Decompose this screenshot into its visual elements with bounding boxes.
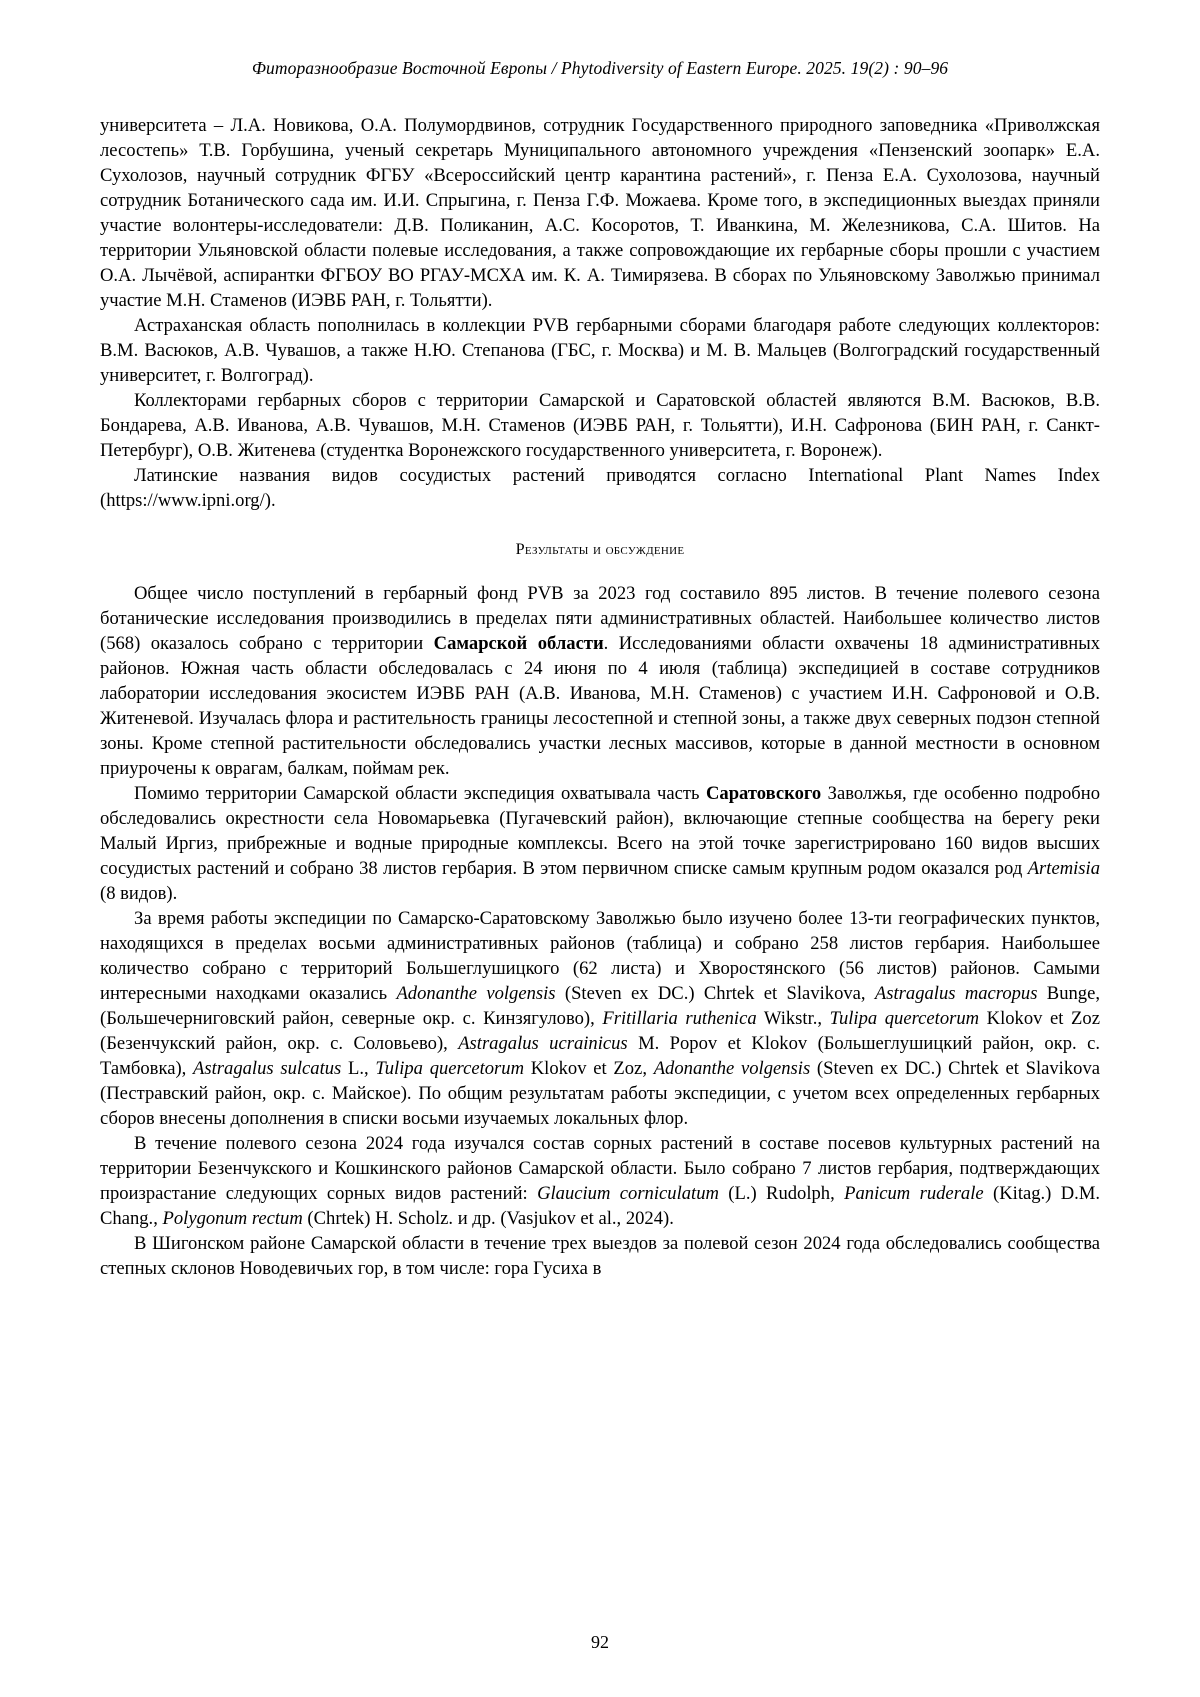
species-fritillaria-ruthenica: Fritillaria ruthenica — [602, 1008, 757, 1029]
paragraph-8-part-a: В течение полевого сезона 2024 года изучался состав сорных растений в составе посевов культурных растений на территории Безенчукского и Кошкинского районов Самарской области. Было собрано 7 листов гербария, подтверждающих произрастание следующих сорных видов растений: — [100, 1133, 1100, 1204]
species-astragalus-sulcatus: Astragalus sulcatus — [193, 1058, 342, 1079]
paragraph-9: В Шигонском районе Самарской области в течение трех выездов за полевой сезон 2024 года обследовались сообщества степных склонов Новодевичьих гор, в том числе: гора Гусиха в — [100, 1233, 1100, 1279]
paragraph-6-part-a: Помимо территории Самарской области экспедиция охватывала часть — [134, 783, 706, 804]
running-head: Фиторазнообразие Восточной Европы / Phytodiversity of Eastern Europe. 2025. 19(2) : 90–96 — [251, 58, 949, 78]
paragraph-8 — [100, 1131, 1100, 1231]
paragraph-2: Астраханская область пополнилась в коллекции PVB гербарными сборами благодаря работе следующих коллекторов: В.М. Васюков, А.В. Чувашов, а также Н.Ю. Степанова (ГБС, г. Москва) и М. В. Мальцев (Волгоградский государственный университет, г. Волгоград). — [100, 315, 1100, 386]
paragraph-5-part-b: . Исследованиями области охвачены 18 административных районов. Южная часть области обследовалась с 24 июня по 4 июля (таблица) экспедицией в составе сотрудников лаборатории исследования экосистем ИЭВБ РАН (А.В. Иванова, М.Н. Стаменов) с участием И.Н. Сафроновой и О.В. Житеневой. Изучалась флора и растительность границы лесостепной и степной зоны, а также двух северных подзон степной зоны. Кроме степной растительности обследовались участки лесных массивов, которые в данной местности в основном приурочены к оврагам, балкам, поймам рек. — [100, 633, 1100, 779]
paragraph-7-part-b4: Klokov et Zoz (Безенчукский район, окр. с. Соловьево), — [100, 1008, 1100, 1054]
species-tulipa-quercetorum-1: Tulipa quercetorum — [829, 1008, 980, 1029]
paragraph-4: Латинские названия видов сосудистых растений приводятся согласно International Plant Names Index (https://www.ipni.org/). — [100, 465, 1100, 511]
species-astragalus-ucrainicus: Astragalus ucrainicus — [458, 1033, 628, 1054]
paragraph-3: Коллекторами гербарных сборов с территории Самарской и Саратовской областей являются В.М. Васюков, В.В. Бондарева, А.В. Иванова, А.В. Чувашов, М.Н. Стаменов (ИЭВБ РАН, г. Тольятти), И.Н. Сафронова (БИН РАН, г. Санкт-Петербург), О.В. Житенева (студентка Воронежского государственного университета, г. Воронеж). — [100, 390, 1100, 461]
species-adonanthe-volgensis-1: Adonanthe volgensis — [396, 983, 556, 1004]
paragraph-5-emphasis: Самарской области — [433, 633, 604, 654]
section-heading-results: Результаты и обсуждение — [515, 540, 685, 558]
paragraph-7-part-b7: Klokov et Zoz, — [524, 1058, 654, 1079]
paragraph-5-part-a: Общее число поступлений в гербарный фонд PVB за 2023 год составило 895 листов. В течение полевого сезона ботанические исследования производились в пределах пяти административных областей. Наибольшее количество листов (568) оказалось собрано с территории — [100, 583, 1100, 654]
paragraph-6-emphasis: Саратовского — [705, 783, 822, 804]
paragraph-6 — [100, 781, 1100, 906]
body-text — [100, 113, 1100, 1281]
paragraph-8-part-b3: (Chrtek) H. Scholz. и др. (Vasjukov et al., 2024). — [302, 1208, 674, 1229]
paragraph-5 — [100, 581, 1100, 781]
species-panicum-ruderale: Panicum ruderale — [844, 1183, 984, 1204]
page-number: 92 — [591, 1632, 609, 1652]
species-tulipa-quercetorum-2: Tulipa quercetorum — [375, 1058, 525, 1079]
paragraph-6-part-b: Заволжья, где особенно подробно обследовались окрестности села Новомарьевка (Пугачевский район), включающие степные сообщества на берегу реки Малый Иргиз, прибрежные и водные природные комплексы. Всего на этой точке зарегистрировано 160 видов высших сосудистых растений и собрано 38 листов гербария. В этом первичном списке самым крупным родом оказался род — [100, 783, 1100, 879]
paragraph-8-part-b2: (Kitag.) D.M. Chang., — [100, 1183, 1100, 1229]
species-adonanthe-volgensis-2: Adonanthe volgensis — [653, 1058, 811, 1079]
paragraph-7 — [100, 906, 1100, 1131]
species-glaucium-corniculatum: Glaucium corniculatum — [537, 1183, 719, 1204]
paragraph-7-part-b2: Bunge, (Большечерниговский район, северные окр. с. Кинзягулово), — [100, 983, 1100, 1029]
paragraph-1: университета – Л.А. Новикова, О.А. Полумордвинов, сотрудник Государственного природного заповедника «Приволжская лесостепь» Т.В. Горбушина, ученый секретарь Муниципального автономного учреждения «Пензенский зоопарк» Е.А. Сухолозов, научный сотрудник ФГБУ «Всероссийский центр карантина растений», г. Пенза Е.А. Сухолозова, научный сотрудник Ботанического сада им. И.И. Спрыгина, г. Пенза Г.Ф. Можаева. Кроме того, в экспедиционных выездах приняли участие волонтеры-исследователи: Д.В. Поликанин, А.С. Косоротов, Т. Иванкина, М. Железникова, С.А. Шитов. На территории Ульяновской области полевые исследования, а также сопровождающие их гербарные сборы прошли с участием О.А. Лычёвой, аспирантки ФГБОУ ВО РГАУ-МСХА им. К. А. Тимирязева. В сборах по Ульяновскому Заволжью принимал участие М.Н. Стаменов (ИЭВБ РАН, г. Тольятти). — [100, 115, 1100, 311]
paragraph-6-species-artemisia: Artemisia — [1027, 858, 1100, 879]
paragraph-7-part-a: За время работы экспедиции по Самарско-Саратовскому Заволжью было изучено более 13-ти географических пунктов, находящихся в пределах восьми административных районов (таблица) и собрано 258 листов гербария. Наибольшее количество собрано с территорий Большеглушицкого (62 листа) и Хворостянского (56 листов) районов. Самыми интересными находками оказались — [100, 908, 1100, 1004]
paragraph-7-part-b6: L., — [341, 1058, 376, 1079]
species-astragalus-macropus: Astragalus macropus — [874, 983, 1038, 1004]
species-polygonum-rectum: Polygonum rectum — [162, 1208, 303, 1229]
paragraph-7-part-b1: (Steven ex DC.) Chrtek et Slavikova, — [555, 983, 875, 1004]
paragraph-7-part-b8: (Steven ex DC.) Chrtek et Slavikova (Пестравский район, окр. с. Майское). По общим результатам работы экспедиции, с учетом всех определенных гербарных сборов внесены дополнения в списки восьми изучаемых локальных флор. — [100, 1058, 1100, 1129]
paragraph-6-part-c: (8 видов). — [100, 883, 178, 904]
paragraph-8-part-b1: (L.) Rudolph, — [718, 1183, 845, 1204]
paragraph-7-part-b5: M. Popov et Klokov (Большеглушицкий район, окр. с. Тамбовка), — [100, 1033, 1100, 1079]
paragraph-7-part-b3: Wikstr., — [756, 1008, 830, 1029]
